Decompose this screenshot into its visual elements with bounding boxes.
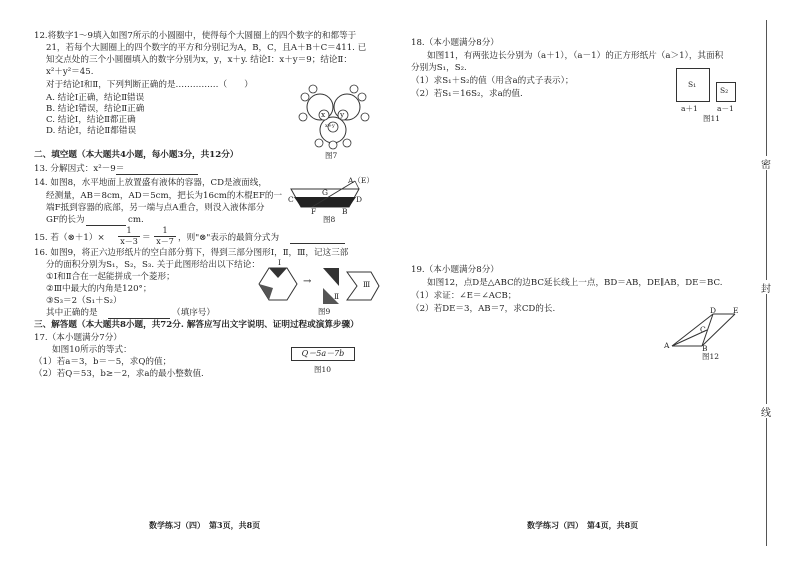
q19-part1: （1）求证：∠E＝∠ACB； — [411, 291, 517, 301]
q15-suffix: ，则"⊗"表示的最简分式为 — [178, 233, 280, 243]
q17-heading: 17.（本小题满分7分） — [34, 333, 122, 343]
q14-unit: cm. — [128, 215, 144, 225]
binding-mark-mi: 密 — [761, 160, 771, 171]
q19-line1: 如图12，点D是△ABC的边BC延长线上一点，BD＝AB，DE∥AB，DE＝BC. — [427, 278, 723, 288]
q13-answer-blank — [116, 174, 198, 175]
fig8-point-f: F — [311, 207, 317, 216]
fig9-roman-1: Ⅰ — [278, 258, 281, 267]
q19-part2: （2）若DE＝3，AB＝7，求CD的长. — [411, 304, 556, 314]
fig12-point-c: C — [700, 325, 706, 334]
fig11-label-a-plus-1: a＋1 — [681, 104, 698, 113]
fig9-roman-2: Ⅱ — [334, 292, 340, 301]
figure-12-caption: 图12 — [702, 352, 720, 361]
binding-mark-feng: 封 — [761, 284, 771, 295]
figure-10-caption: 图10 — [314, 365, 332, 374]
q17-part2: （2）若Q＝53，b≥－2，求a的最小整数值. — [34, 369, 204, 379]
fig7-label-xy: x+y — [325, 123, 335, 129]
q15-f2-numerator: 1 — [162, 226, 168, 235]
fig11-label-s2: S₂ — [720, 86, 729, 95]
q15-answer-blank — [290, 243, 345, 244]
q16-line2: 分的面积分别为S₁，S₂，S₃. 关于此图形给出以下结论： — [46, 260, 260, 270]
q12-question: 对于结论Ⅰ和Ⅱ，下列判断正确的是……………（ ） — [46, 80, 253, 90]
q14-line2: 经测量，AB＝8cm，AD＝5cm，把长为16cm的木棍EF的一 — [46, 191, 283, 201]
q12-option-c: C. 结论Ⅰ，结论Ⅱ都正确 — [46, 115, 136, 125]
q12-option-a: A. 结论Ⅰ正确，结论Ⅱ错误 — [46, 93, 145, 103]
fig8-point-d: D — [356, 195, 363, 204]
q15-fraction-1 — [118, 226, 140, 247]
q15-f1-numerator: 1 — [126, 226, 132, 235]
fig12-point-a: A — [664, 341, 670, 350]
section-2-heading: 二、填空题（本大题共4小题，每小题3分，共12分） — [34, 150, 239, 160]
footer-right-page: 数学练习（四） 第4页，共8页 — [527, 520, 639, 530]
q12-line4: x²＋y²＝45. — [46, 67, 94, 77]
footer-left-page: 数学练习（四） 第3页，共8页 — [149, 520, 261, 530]
fig9-arrow: → — [303, 276, 312, 287]
figure-9-caption: 图9 — [318, 307, 331, 316]
q12-line1: 12.将数字1～9填入如图7所示的小圆圈中，使得每个大圆圈上的四个数字的和都等于 — [34, 31, 357, 41]
q15-equals: ＝ — [142, 233, 151, 243]
fig8-point-a-e: A（E） — [348, 176, 374, 185]
q16-conclusion-3: ③S₃＝2（S₁＋S₂） — [46, 296, 122, 306]
q16-answer-prompt: 其中正确的是 — [46, 308, 98, 318]
binding-line-1 — [766, 20, 767, 156]
binding-line-4 — [766, 418, 767, 546]
q16-conclusion-2: ②Ⅲ中最大的内角是120°； — [46, 284, 152, 294]
q16-line1: 16. 如图9，将正六边形纸片的空白部分剪下，得到三部分图形Ⅰ，Ⅱ，Ⅲ，记这三部 — [34, 248, 349, 258]
q19-heading: 19.（本小题满分8分） — [411, 265, 499, 275]
binding-mark-xian: 线 — [761, 408, 771, 419]
q15-f1-denominator: x－3 — [118, 236, 140, 247]
q16-answer-note: （填序号） — [172, 308, 215, 318]
q14-line3: 端F抵到容器的底部，另一端与点A重合，则没入液体部分 — [46, 203, 265, 213]
q18-heading: 18.（本小题满分8分） — [411, 38, 499, 48]
binding-line-3 — [766, 294, 767, 404]
q18-line1: 如图11，有两张边长分别为（a＋1），（a－1）的正方形纸片（a＞1），其面积 — [427, 51, 724, 61]
q18-part1: （1）求S₁＋S₂的值（用含a的式子表示）； — [411, 76, 574, 86]
figure-7-circles — [285, 85, 385, 155]
section-3-heading: 三、解答题（本大题共8小题，共72分. 解答应写出文字说明、证明过程或演算步骤） — [34, 320, 359, 330]
q15-fraction-2 — [154, 226, 176, 247]
q18-line2: 分别为S₁，S₂. — [411, 63, 467, 73]
fig11-label-a-minus-1: a－1 — [717, 104, 734, 113]
fig7-label-y: y — [340, 110, 345, 119]
figure-11-caption: 图11 — [703, 114, 721, 123]
figure-7-caption: 图7 — [325, 151, 338, 160]
q14-line1: 14. 如图8，水平地面上放置盛有液体的容器，CD是液面线， — [34, 178, 267, 188]
q12-option-b: B. 结论Ⅰ错误，结论Ⅱ正确 — [46, 104, 145, 114]
q16-conclusion-1: ①Ⅰ和Ⅱ合在一起能拼成一个菱形； — [46, 272, 175, 282]
q15-f2-denominator: x－7 — [154, 236, 176, 247]
fig12-point-d: D — [710, 306, 717, 315]
q18-part2: （2）若S₁＝16S₂，求a的值. — [411, 89, 523, 99]
binding-line-2 — [766, 170, 767, 280]
q13-text: 13. 分解因式：x²－9＝ — [34, 164, 125, 174]
fig8-point-b: B — [342, 207, 348, 216]
fig11-label-s1: S₁ — [688, 80, 697, 89]
q12-option-d: D. 结论Ⅰ，结论Ⅱ都错误 — [46, 126, 137, 136]
figure-8-caption: 图8 — [323, 215, 336, 224]
fig8-point-c: C — [288, 195, 294, 204]
fig8-point-g: G — [322, 188, 328, 197]
fig7-label-x: x — [321, 110, 326, 119]
q15-prefix: 15. 若（⊗＋1）× — [34, 233, 105, 243]
fig12-point-b: B — [702, 344, 708, 353]
q16-answer-blank — [108, 318, 170, 319]
q17-part1: （1）若a＝3，b＝－5，求Q的值； — [34, 357, 172, 367]
q12-line3: 知交点处的三个小圆圈填入的数字分别为x，y，x＋y. 结论Ⅰ：x＋y＝9；结论Ⅱ： — [46, 55, 352, 65]
q17-line1: 如图10所示的等式： — [52, 345, 132, 355]
q14-line4: GF的长为 — [46, 215, 85, 225]
figure-10-equation-box: Q＝5a－7b — [291, 347, 355, 361]
fig12-point-e: E — [733, 306, 739, 315]
q12-line2: 21，若每个大圆圈上的四个数字的平方和分别记为A，B，C，且A＋B＋C＝411. 已 — [46, 43, 367, 53]
fig9-roman-3: Ⅲ — [363, 280, 371, 289]
